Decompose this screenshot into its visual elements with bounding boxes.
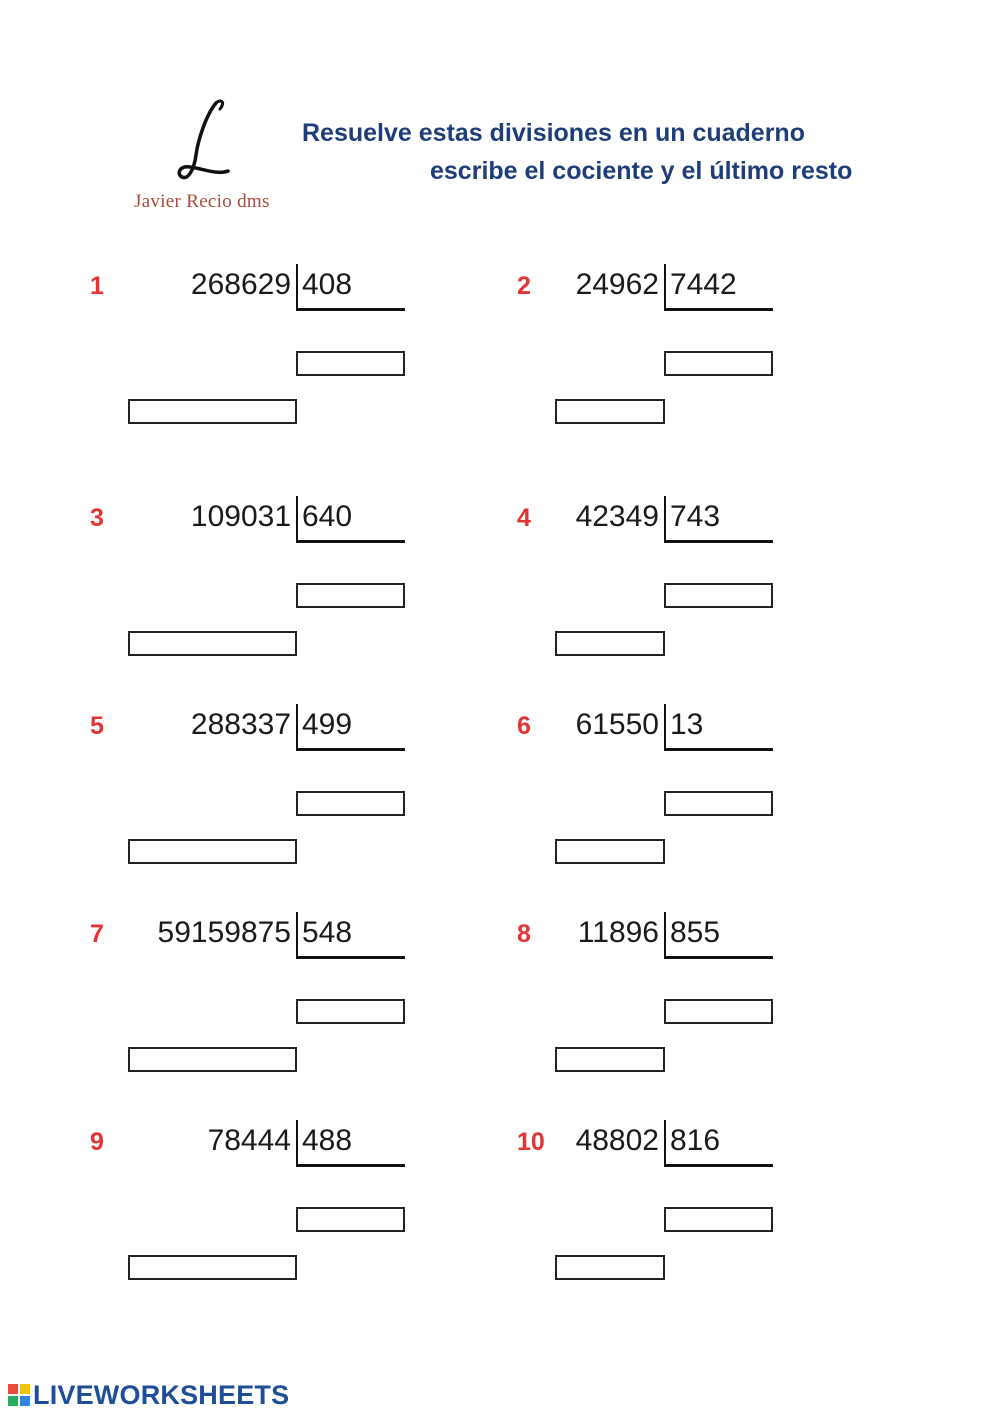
- remainder-input[interactable]: [128, 839, 297, 864]
- dividend: 42349: [575, 500, 659, 533]
- quotient-input[interactable]: [664, 999, 773, 1024]
- division-bracket-horizontal: [296, 956, 405, 959]
- divisor: 640: [302, 500, 353, 533]
- divisor: 488: [302, 1124, 353, 1157]
- division-bracket-horizontal: [296, 1164, 405, 1167]
- quotient-input[interactable]: [296, 351, 405, 376]
- division-bracket-horizontal: [664, 540, 773, 543]
- division-bracket-horizontal: [296, 540, 405, 543]
- dividend: 48802: [575, 1124, 659, 1157]
- dividend: 268629: [190, 268, 291, 301]
- divisor: 7442: [670, 268, 737, 301]
- division-bracket-vertical: [664, 704, 666, 750]
- quotient-input[interactable]: [664, 351, 773, 376]
- division-bracket-vertical: [296, 1120, 298, 1166]
- remainder-input[interactable]: [128, 631, 297, 656]
- script-j-logo-icon: [176, 95, 236, 190]
- instruction-line-2: escribe el cociente y el último resto: [430, 157, 853, 185]
- instruction-line-1: Resuelve estas divisiones en un cuaderno: [302, 119, 805, 147]
- division-bracket-vertical: [664, 496, 666, 542]
- liveworksheets-grid-icon: [8, 1384, 30, 1406]
- problem-number: 1: [90, 272, 104, 300]
- remainder-input[interactable]: [128, 399, 297, 424]
- division-bracket-vertical: [296, 704, 298, 750]
- division-bracket-horizontal: [664, 748, 773, 751]
- problem-number: 9: [90, 1128, 104, 1156]
- division-bracket-horizontal: [296, 308, 405, 311]
- problem-number: 7: [90, 920, 104, 948]
- problem-number: 5: [90, 712, 104, 740]
- divisor: 499: [302, 708, 353, 741]
- division-bracket-horizontal: [664, 956, 773, 959]
- problem-number: 4: [517, 504, 531, 532]
- remainder-input[interactable]: [555, 399, 665, 424]
- problem-number: 6: [517, 712, 531, 740]
- quotient-input[interactable]: [296, 1207, 405, 1232]
- footer-brand: [8, 1380, 289, 1410]
- dividend: 61550: [575, 708, 659, 741]
- divisor: 816: [670, 1124, 721, 1157]
- division-bracket-vertical: [664, 1120, 666, 1166]
- dividend: 11896: [577, 916, 659, 949]
- divisor: 743: [670, 500, 721, 533]
- problem-number: 10: [517, 1128, 545, 1156]
- dividend: 59159875: [157, 916, 291, 949]
- division-bracket-vertical: [296, 264, 298, 310]
- remainder-input[interactable]: [555, 631, 665, 656]
- division-bracket-horizontal: [296, 748, 405, 751]
- dividend: 24962: [575, 268, 659, 301]
- remainder-input[interactable]: [128, 1047, 297, 1072]
- division-bracket-vertical: [664, 264, 666, 310]
- remainder-input[interactable]: [555, 1047, 665, 1072]
- footer-brand-text: LIVEWORKSHEETS: [33, 1379, 290, 1410]
- logo: [118, 95, 298, 220]
- divisor: 548: [302, 916, 353, 949]
- division-bracket-horizontal: [664, 308, 773, 311]
- quotient-input[interactable]: [664, 791, 773, 816]
- quotient-input[interactable]: [664, 583, 773, 608]
- remainder-input[interactable]: [128, 1255, 297, 1280]
- division-bracket-vertical: [664, 912, 666, 958]
- logo-text: Javier Recio dms: [134, 191, 270, 212]
- divisor: 855: [670, 916, 721, 949]
- divisor: 408: [302, 268, 353, 301]
- remainder-input[interactable]: [555, 1255, 665, 1280]
- problem-number: 2: [517, 272, 531, 300]
- division-bracket-vertical: [296, 912, 298, 958]
- division-bracket-vertical: [296, 496, 298, 542]
- quotient-input[interactable]: [664, 1207, 773, 1232]
- dividend: 78444: [207, 1124, 291, 1157]
- remainder-input[interactable]: [555, 839, 665, 864]
- dividend: 288337: [190, 708, 291, 741]
- dividend: 109031: [190, 500, 291, 533]
- divisor: 13: [670, 708, 704, 741]
- quotient-input[interactable]: [296, 583, 405, 608]
- quotient-input[interactable]: [296, 999, 405, 1024]
- quotient-input[interactable]: [296, 791, 405, 816]
- division-bracket-horizontal: [664, 1164, 773, 1167]
- problem-number: 3: [90, 504, 104, 532]
- problem-number: 8: [517, 920, 531, 948]
